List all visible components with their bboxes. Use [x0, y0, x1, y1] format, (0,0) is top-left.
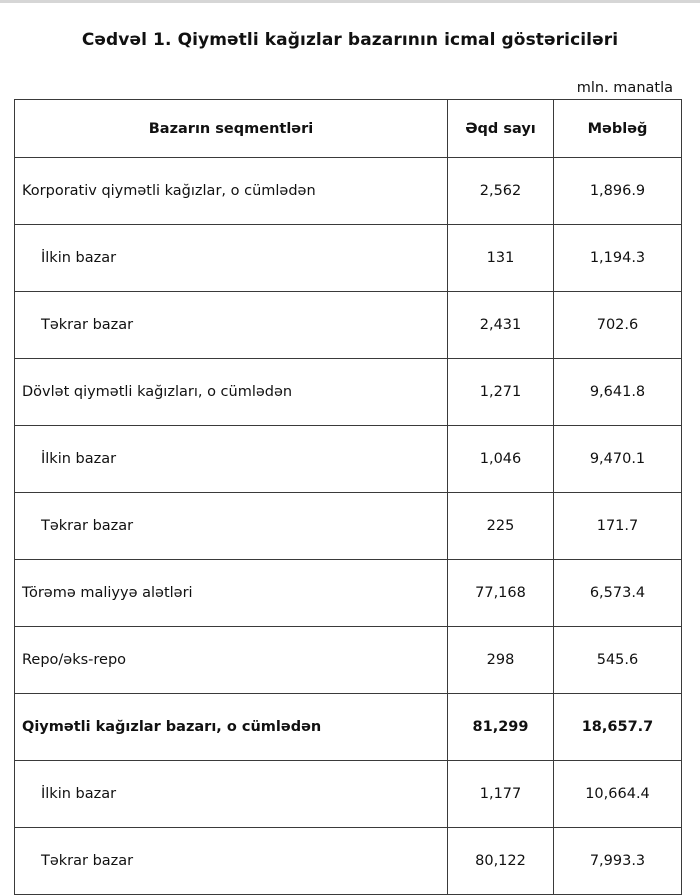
row-deals: 2,431: [448, 292, 554, 359]
header-segments: Bazarın seqmentləri: [15, 100, 448, 158]
row-deals: 298: [448, 627, 554, 694]
header-row: [15, 100, 682, 158]
unit-note: mln. manatla: [576, 80, 673, 96]
row-amount: 9,470.1: [554, 426, 682, 493]
row-deals: 1,046: [448, 426, 554, 493]
row-deals: 1,177: [448, 761, 554, 828]
header-deal-count: Əqd sayı: [448, 100, 554, 158]
table-row: [15, 292, 682, 359]
row-deals: 225: [448, 493, 554, 560]
table-row: [15, 158, 682, 225]
market-summary-table: [14, 99, 682, 895]
table-row: [15, 560, 682, 627]
table-row: [15, 225, 682, 292]
row-label: İlkin bazar: [15, 426, 448, 493]
row-label: Korporativ qiymətli kağızlar, o cümlədən: [15, 158, 448, 225]
table-row-total: [15, 694, 682, 761]
row-amount: 7,993.3: [554, 828, 682, 895]
table-row: [15, 426, 682, 493]
row-deals: 77,168: [448, 560, 554, 627]
row-label: Repo/əks-repo: [15, 627, 448, 694]
table-row: [15, 761, 682, 828]
row-amount: 702.6: [554, 292, 682, 359]
top-divider: [0, 0, 700, 3]
table-row: [15, 828, 682, 895]
row-amount: 10,664.4: [554, 761, 682, 828]
row-deals: 1,271: [448, 359, 554, 426]
row-label: Dövlət qiymətli kağızları, o cümlədən: [15, 359, 448, 426]
table-title: Cədvəl 1. Qiymətli kağızlar bazarının icmal göstəriciləri: [81, 30, 619, 50]
row-label: Törəmə maliyyə alətləri: [15, 560, 448, 627]
table-row: [15, 359, 682, 426]
row-deals: 81,299: [448, 694, 554, 761]
row-label: İlkin bazar: [15, 225, 448, 292]
row-label: İlkin bazar: [15, 761, 448, 828]
row-amount: 18,657.7: [554, 694, 682, 761]
row-deals: 131: [448, 225, 554, 292]
row-amount: 6,573.4: [554, 560, 682, 627]
row-amount: 9,641.8: [554, 359, 682, 426]
header-amount: Məbləğ: [554, 100, 682, 158]
row-deals: 2,562: [448, 158, 554, 225]
row-amount: 545.6: [554, 627, 682, 694]
row-amount: 1,896.9: [554, 158, 682, 225]
row-label: Qiymətli kağızlar bazarı, o cümlədən: [15, 694, 448, 761]
row-amount: 1,194.3: [554, 225, 682, 292]
row-label: Təkrar bazar: [15, 493, 448, 560]
row-label: Təkrar bazar: [15, 292, 448, 359]
table-row: [15, 493, 682, 560]
row-label: Təkrar bazar: [15, 828, 448, 895]
row-amount: 171.7: [554, 493, 682, 560]
row-deals: 80,122: [448, 828, 554, 895]
table-row: [15, 627, 682, 694]
